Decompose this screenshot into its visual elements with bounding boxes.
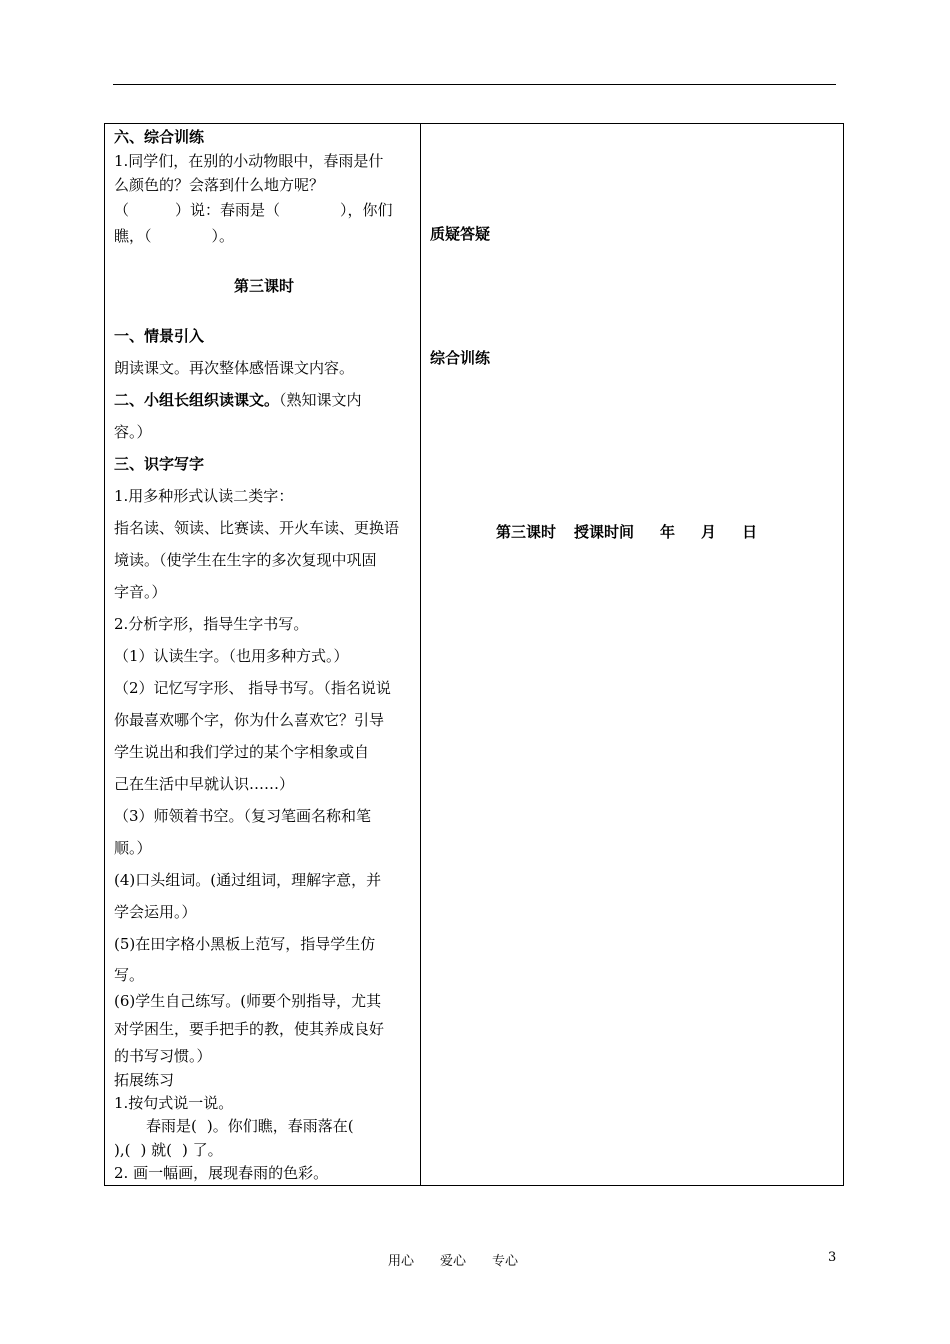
footer-motto-3: 专心 [492,1254,519,1269]
section1-heading: 一、情景引入 [114,327,205,345]
fill-middle: ）说：春雨是（ [175,201,281,219]
lesson3-label: 第三课时 [496,523,557,541]
section3-item5-line1: （2）记忆写字形、 指导书写。（指名说说 [114,679,391,697]
section3-item4: （1）认读生字。（也用多种方式。） [114,647,349,665]
section6-question-line2: 么颜色的？会落到什么地方呢？ [114,176,325,194]
fill-close: ）。 [211,227,235,245]
section2-note: （熟知课文内 [279,391,362,409]
month-label: 月 [701,523,717,541]
footer-motto-2: 爱心 [440,1254,467,1269]
ext-part-e: ) 了。 [181,1141,223,1159]
ext-part-c: ),( [114,1141,131,1159]
section3-item5-line3: 学生说出和我们学过的某个字相象或自 [114,743,370,761]
extension-sentence-line1 [114,1116,354,1136]
extension-item2: 2. 画一幅画，展现春雨的色彩。 [114,1164,329,1182]
year-label: 年 [660,523,676,541]
section3-item8-line1: (5)在田字格小黑板上范写，指导学生仿 [114,935,376,953]
lesson-time-row [496,521,757,542]
section3-item6-line1: （3）师领着书空。（复习笔画名称和笔 [114,807,372,825]
section3-item1: 1.用多种形式认读二类字： [114,487,294,505]
section3-item2-line3: 字音。） [114,583,167,601]
time-label: 授课时间 [574,523,635,541]
fill-open: （ [114,201,130,219]
section1-text: 朗读课文。再次整体感悟课文内容。 [114,359,355,377]
section2-heading: 二、小组长组织读课文。 [114,391,280,409]
page-number: 3 [828,1250,837,1265]
header-rule [113,84,836,85]
section6-fill-line1 [114,200,393,220]
section3-item5-line4: 己在生活中早就认识……） [114,775,295,793]
section3-item6-line2: 顺。） [114,839,152,857]
fill-end: ），你们 [340,201,393,219]
day-label: 日 [742,523,758,541]
section3-item9-line3: 的书写习惯。） [114,1047,212,1065]
section3-item9-line2: 对学困生，要手把手的教，使其养成良好 [114,1020,385,1038]
extension-item1: 1.按句式说一说。 [114,1094,234,1112]
section2-line1 [114,390,362,410]
section6-heading: 六、综合训练 [114,128,205,146]
section2-line2: 容。） [114,423,152,441]
fill-start: 瞧，（ [114,227,152,245]
ext-part-d: ) 就( [140,1141,172,1159]
ext-part-b: )。你们瞧，春雨落在( [206,1117,354,1135]
qa-label: 质疑答疑 [430,225,491,243]
footer-motto-1: 用心 [388,1254,415,1269]
section3-item3: 2.分析字形，指导生字书写。 [114,615,309,633]
extension-heading: 拓展练习 [114,1071,175,1089]
extension-sentence-line2 [114,1140,223,1160]
section3-item7-line2: 学会运用。） [114,903,197,921]
section3-item9-line1: (6)学生自己练写。(师要个别指导，尤其 [114,992,382,1010]
section3-heading: 三、识字写字 [114,455,205,473]
section3-item2-line2: 境读。（使学生在生字的多次复现中巩固 [114,551,377,569]
section3-item5-line2: 你最喜欢哪个字，你为什么喜欢它？引导 [114,711,385,729]
section6-fill-line2 [114,226,234,246]
training-label: 综合训练 [430,349,491,367]
ext-part-a: 春雨是( [146,1117,197,1135]
section3-item2-line1: 指名读、领读、比赛读、开火车读、更换语 [114,519,400,537]
section3-item8-line2: 写。 [114,966,145,984]
section6-question-line1: 1.同学们，在别的小动物眼中，春雨是什 [114,152,384,170]
section3-item7-line1: (4)口头组词。(通过组词，理解字意，并 [114,871,382,889]
column-divider [420,123,421,1186]
lesson3-title: 第三课时 [233,277,294,295]
footer-motto [388,1250,518,1269]
